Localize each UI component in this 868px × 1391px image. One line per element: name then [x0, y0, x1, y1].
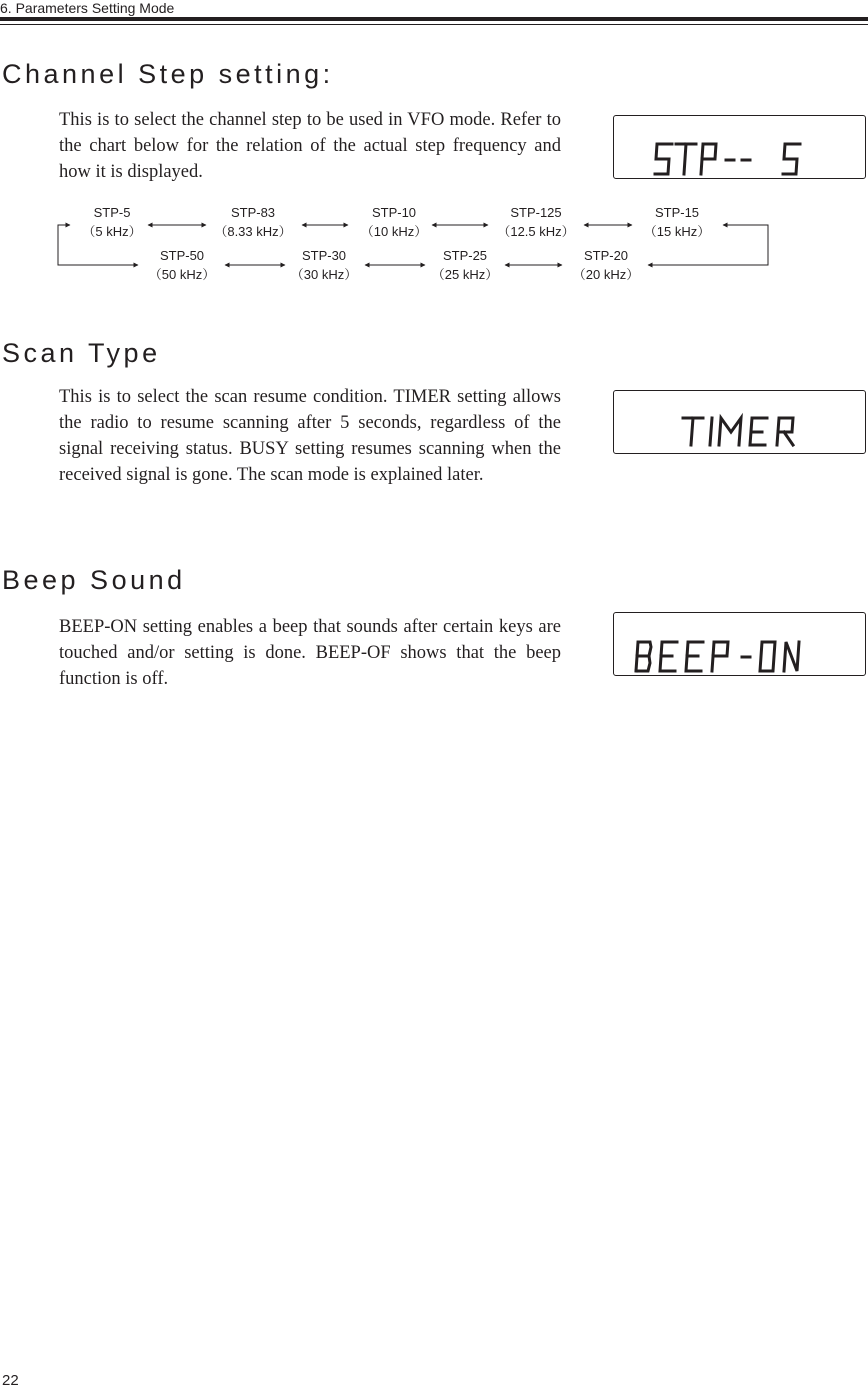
step-frequency: （50 kHz） [148, 267, 216, 282]
step-node-stp-20 [536, 246, 676, 284]
step-label: STP-30 [301, 248, 347, 263]
step-node-stp-15 [607, 203, 747, 241]
step-frequency: （12.5 kHz） [497, 224, 575, 239]
step-node-stp-30 [254, 246, 394, 284]
section-heading-channel-step: Channel Step setting: [2, 59, 334, 89]
step-label: STP-125 [510, 205, 562, 220]
step-label: STP-5 [93, 205, 131, 220]
step-node-stp-125 [466, 203, 606, 241]
lcd-segment-graphic [614, 391, 867, 455]
step-frequency: （30 kHz） [290, 267, 358, 282]
chapter-header: 6. Parameters Setting Mode [0, 0, 175, 16]
step-label: STP-10 [371, 205, 417, 220]
step-label: STP-50 [159, 248, 205, 263]
step-node-stp-5 [42, 203, 182, 241]
step-frequency: （25 kHz） [431, 267, 499, 282]
section-heading-scan-type: Scan Type [2, 338, 161, 368]
scan-type-description: This is to select the scan resume condition. TIMER setting allows the radio to resume scanning after 5 seconds, regardless of the signal receiving status. BUSY setting resumes scanning when the received signal is gone. The scan mode is explained later. [59, 387, 561, 485]
header-rule-thin [0, 24, 868, 25]
step-label: STP-25 [442, 248, 488, 263]
step-frequency: （15 kHz） [643, 224, 711, 239]
lcd-segment-graphic [614, 116, 867, 180]
step-frequency: （10 kHz） [360, 224, 428, 239]
lcd-text-beep-sound: BEEP-ON [624, 671, 629, 672]
lcd-display-channel-step [613, 115, 866, 179]
page-number: 22 [2, 1372, 19, 1389]
step-node-stp-50 [112, 246, 252, 284]
lcd-segment-graphic [614, 613, 867, 677]
step-frequency: （8.33 kHz） [214, 224, 292, 239]
channel-step-diagram [0, 196, 868, 286]
header-rule-thick [0, 17, 868, 21]
lcd-display-beep-sound [613, 612, 866, 676]
lcd-text-channel-step: STP- 5 [624, 174, 627, 175]
step-node-stp-83 [183, 203, 323, 241]
step-label: STP-83 [230, 205, 276, 220]
step-label: STP-20 [583, 248, 629, 263]
lcd-display-scan-type [613, 390, 866, 454]
beep-sound-description: BEEP-ON setting enables a beep that sounds after certain keys are touched and/or setting is done. BEEP-OF shows that the beep function is off. [59, 617, 561, 689]
step-frequency: （5 kHz） [82, 224, 142, 239]
step-frequency: （20 kHz） [572, 267, 640, 282]
section-heading-beep-sound: Beep Sound [2, 565, 186, 595]
step-node-stp-10 [324, 203, 464, 241]
lcd-text-scan-type: TIMER [624, 445, 628, 446]
step-label: STP-15 [654, 205, 700, 220]
step-node-stp-25 [395, 246, 535, 284]
channel-step-description: This is to select the channel step to be used in VFO mode. Refer to the chart below for the relation of the actual step frequency and how it is displayed. [59, 110, 561, 182]
